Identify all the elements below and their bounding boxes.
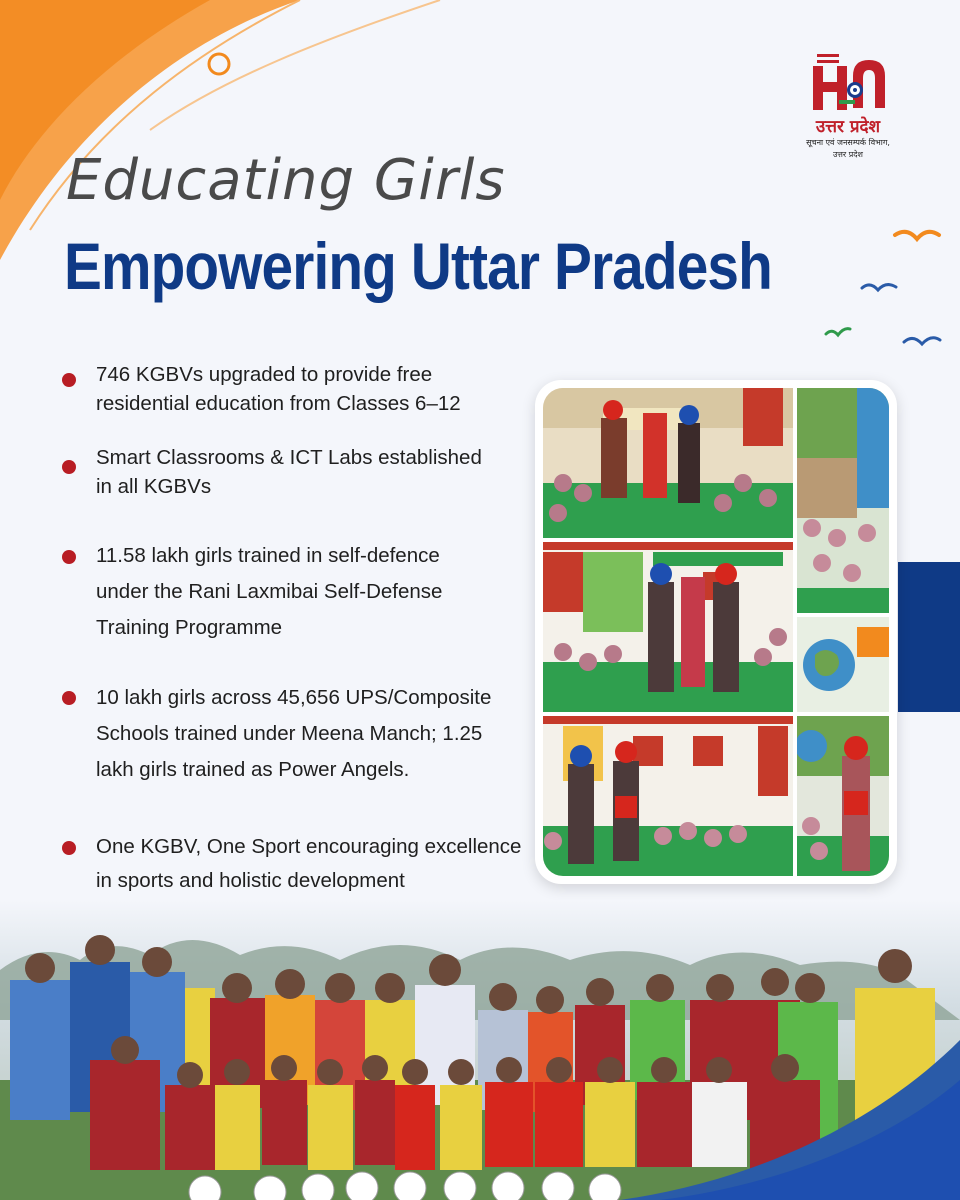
bullet-line: under the Rani Laxmibai Self-Defense <box>96 580 443 603</box>
bullet-text <box>96 538 536 646</box>
heading-main: Empowering Uttar Pradesh <box>64 229 772 303</box>
bullet-text <box>96 830 536 898</box>
bullet-text <box>96 680 536 788</box>
bullet-line: Smart Classrooms & ICT Labs established <box>96 446 482 469</box>
logo-subtitle-line1: सूचना एवं जनसम्पर्क विभाग, <box>806 138 890 147</box>
bullet-text <box>96 360 536 418</box>
bullet-dot <box>62 460 76 474</box>
bullet-line: 746 KGBVs upgraded to provide free <box>96 363 433 386</box>
bullet-line: 11.58 lakh girls trained in self-defence <box>96 544 440 567</box>
bullet-line: One KGBV, One Sport encouraging excellence <box>96 835 522 858</box>
self-defence-photo-1 <box>543 388 793 538</box>
bullet-dot <box>62 841 76 855</box>
bullet-line: residential education from Classes 6–12 <box>96 392 461 415</box>
logo-emblem <box>809 52 887 116</box>
logo-subtitle-line2: उत्तर प्रदेश <box>833 150 863 159</box>
globe-mural-photo <box>797 617 889 712</box>
up-government-logo <box>798 52 898 160</box>
self-defence-photo-2 <box>543 542 793 712</box>
team-group-photo <box>0 900 960 1200</box>
bullet-line: lakh girls trained as Power Angels. <box>96 758 410 781</box>
bullet-line: Training Programme <box>96 616 283 639</box>
decorative-blue-block <box>898 562 960 712</box>
bullet-line: in sports and holistic development <box>96 869 405 892</box>
bullet-text <box>96 443 536 501</box>
classroom-photo <box>797 388 889 613</box>
bullet-line: Schools trained under Meena Manch; 1.25 <box>96 722 483 745</box>
bullet-dot <box>62 373 76 387</box>
heading-script: Educating Girls <box>66 148 506 213</box>
bullet-line: 10 lakh girls across 45,656 UPS/Composite <box>96 686 492 709</box>
photo-collage <box>535 380 897 884</box>
logo-script-text: उत्तर प्रदेश <box>815 117 881 137</box>
bullet-line: in all KGBVs <box>96 475 212 498</box>
bullet-dot <box>62 691 76 705</box>
self-defence-photo-4 <box>797 716 889 876</box>
self-defence-photo-3 <box>543 716 793 876</box>
bullet-dot <box>62 550 76 564</box>
